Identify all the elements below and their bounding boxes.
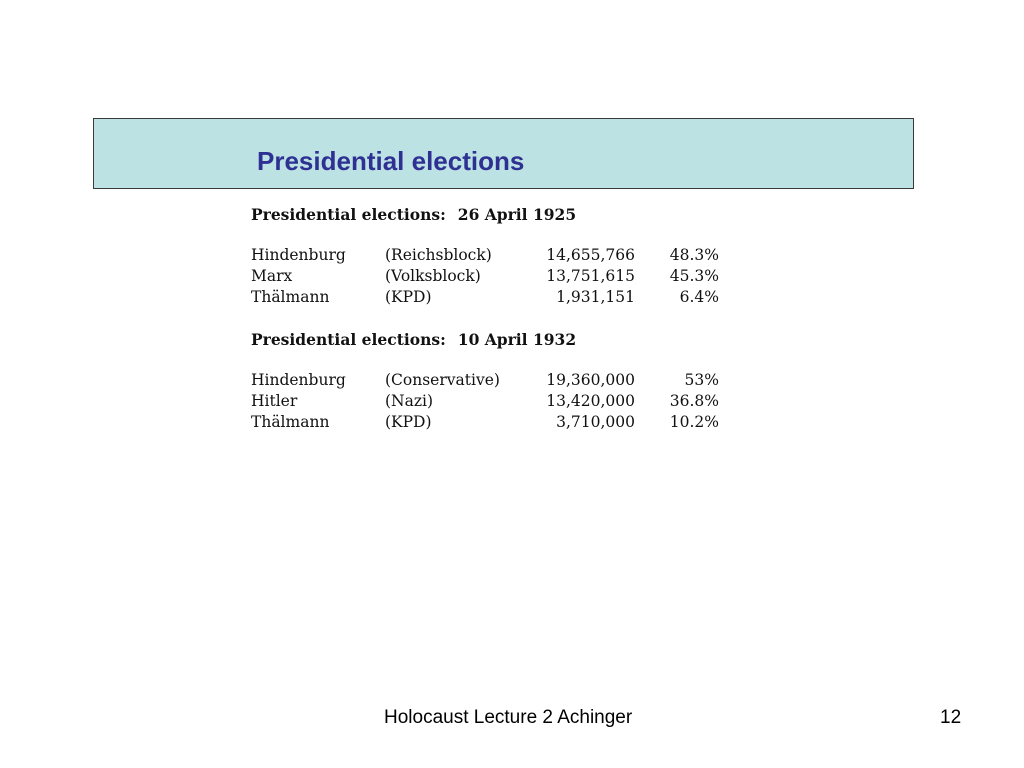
candidate-party: (Volksblock) [385, 267, 481, 285]
candidate-percent: 45.3% [669, 267, 719, 285]
candidate-party: (KPD) [385, 288, 432, 306]
section-heading [251, 204, 731, 225]
section-heading-date: 26 April 1925 [457, 205, 577, 224]
title-box [93, 118, 914, 189]
election-tables [251, 204, 731, 454]
candidate-votes: 1,931,151 [556, 288, 635, 306]
candidate-votes: 13,420,000 [546, 392, 635, 410]
section-heading-label: Presidential elections: [251, 205, 446, 224]
slide-title: Presidential elections [257, 146, 525, 176]
table-row [251, 391, 731, 412]
candidate-party: (Nazi) [385, 392, 434, 410]
candidate-votes: 13,751,615 [546, 267, 635, 285]
table-row [251, 245, 731, 266]
table-row [251, 370, 731, 391]
candidate-name: Marx [251, 267, 293, 285]
candidate-party: (KPD) [385, 413, 432, 431]
footer-text: Holocaust Lecture 2 Achinger [384, 707, 633, 728]
candidate-name: Hindenburg [251, 246, 346, 264]
candidate-votes: 3,710,000 [556, 413, 635, 431]
candidate-name: Hindenburg [251, 371, 346, 389]
candidate-percent: 6.4% [679, 288, 719, 306]
candidate-percent: 36.8% [669, 392, 719, 410]
candidate-party: (Reichsblock) [385, 246, 492, 264]
page-number: 12 [940, 707, 962, 728]
election-1932 [251, 329, 731, 433]
candidate-percent: 10.2% [669, 413, 719, 431]
candidate-percent: 48.3% [669, 246, 719, 264]
election-1925 [251, 204, 731, 308]
table-row [251, 412, 731, 433]
section-heading-date: 10 April 1932 [457, 330, 577, 349]
table-row [251, 266, 731, 287]
candidate-name: Hitler [251, 392, 298, 410]
candidate-votes: 14,655,766 [546, 246, 635, 264]
candidate-percent: 53% [684, 371, 719, 389]
section-heading [251, 329, 731, 350]
candidate-votes: 19,360,000 [546, 371, 635, 389]
table-row [251, 287, 731, 308]
candidate-name: Thälmann [251, 413, 330, 431]
candidate-party: (Conservative) [385, 371, 500, 389]
candidate-name: Thälmann [251, 288, 330, 306]
section-heading-label: Presidential elections: [251, 330, 446, 349]
